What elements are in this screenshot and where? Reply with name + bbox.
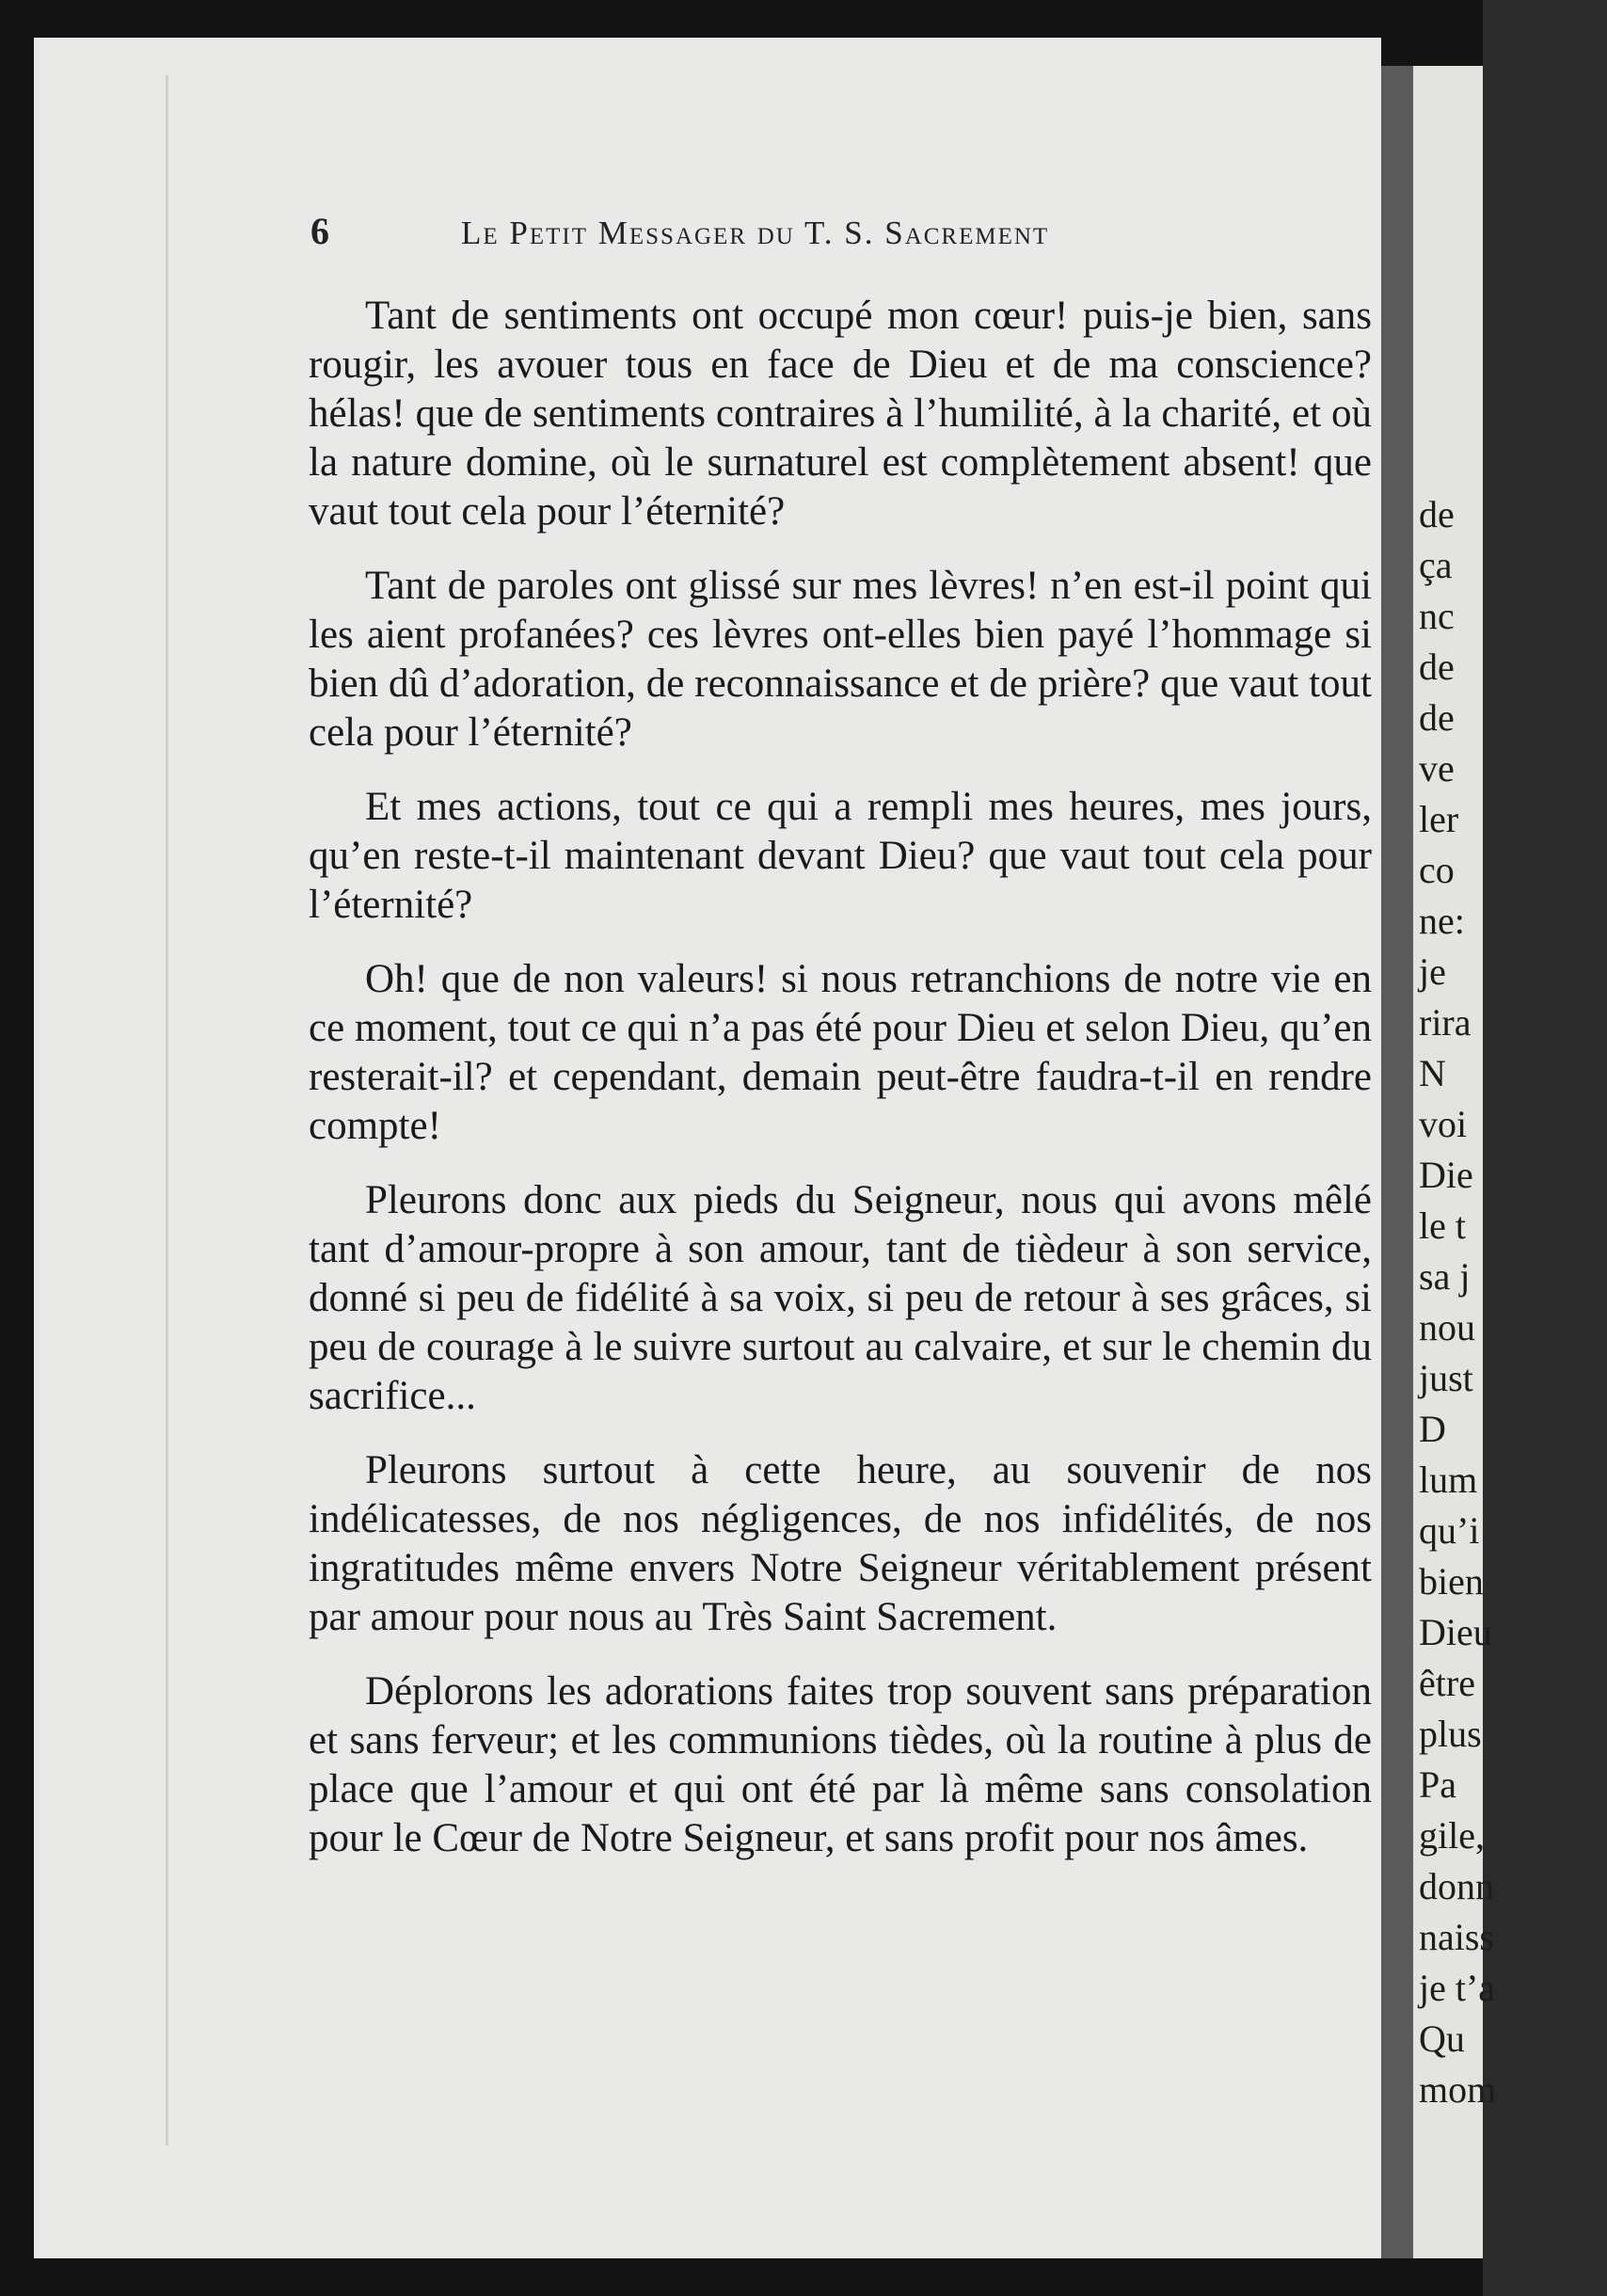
- paragraph: Tant de sentiments ont occupé mon cœur! puis-je bien, sans rougir, les avouer tous en face de Dieu et de ma conscience? hélas! que de sentiments contraires à l’humilité, à la charité, et où la nature domine, où le surnaturel est complètement absent! que vaut tout cela pour l’éternité?: [309, 294, 1372, 534]
- right-page-fragment: bien: [1419, 1560, 1484, 1602]
- right-page-fragment: co: [1419, 849, 1455, 891]
- running-title: Le Petit Messager du T. S. Sacrement: [461, 215, 1050, 251]
- page-header: [310, 209, 1251, 265]
- book-spine: [1381, 66, 1413, 2258]
- right-page-fragment: lum: [1419, 1459, 1478, 1501]
- paragraph: Et mes actions, tout ce qui a rempli mes heures, mes jours, qu’en reste-t-il maintenant devant Dieu? que vaut tout cela pour l’éternité?: [309, 785, 1372, 927]
- right-page-fragment: Dieu: [1419, 1611, 1492, 1653]
- right-page-fragment: de: [1419, 696, 1455, 739]
- right-page-fragment: ler: [1419, 798, 1459, 840]
- right-page-fragment: ne:: [1419, 900, 1465, 942]
- right-page-fragment: ça: [1419, 544, 1453, 586]
- right-page-fragment: donn: [1419, 1865, 1494, 1907]
- right-page-text: [1419, 489, 1607, 2115]
- right-page-fragment: sa j: [1419, 1255, 1471, 1298]
- margin-line: [166, 75, 168, 2145]
- right-page-fragment: plus: [1419, 1713, 1482, 1755]
- paragraph: Pleurons surtout à cette heure, au souvenir de nos indélicatesses, de nos négligences, de nos infidélités, de nos ingratitudes même envers Notre Seigneur véritablement présent par amour pour nous au Très Saint Sacrement.: [309, 1448, 1372, 1639]
- right-page-fragment: de: [1419, 646, 1455, 688]
- right-page: [1413, 66, 1497, 2258]
- right-page-fragment: qu’i: [1419, 1509, 1480, 1552]
- paragraph: Pleurons donc aux pieds du Seigneur, nous qui avons mêlé tant d’amour-propre à son amour, tant de tièdeur à son service, donné si peu de fidélité à sa voix, si peu de retour à ses grâces, si peu de courage à le suivre surtout au calvaire, et sur le chemin du sacrifice...: [309, 1178, 1372, 1418]
- right-page-fragment: mom: [1419, 2068, 1497, 2111]
- right-page-fragment: gile,: [1419, 1814, 1485, 1857]
- right-page-fragment: naiss: [1419, 1916, 1494, 1958]
- right-page-fragment: Qu: [1419, 2017, 1465, 2060]
- right-page-fragment: just: [1419, 1357, 1473, 1399]
- paragraph: Oh! que de non valeurs! si nous retranchions de notre vie en ce moment, tout ce qui n’a pas été pour Dieu et selon Dieu, qu’en resterait-il? et cependant, demain peut-être faudra-t-il en rendre compte!: [309, 957, 1372, 1148]
- right-page-fragment: N: [1419, 1052, 1446, 1094]
- right-page-fragment: Pa: [1419, 1763, 1456, 1806]
- right-page-fragment: Die: [1419, 1154, 1473, 1196]
- right-page-fragment: être: [1419, 1662, 1475, 1704]
- right-page-fragment: rira: [1419, 1001, 1472, 1044]
- right-page-fragment: voi: [1419, 1103, 1468, 1145]
- paragraph: Tant de paroles ont glissé sur mes lèvres! n’en est-il point qui les aient profanées? ces lèvres ont-elles bien payé l’hommage si bien dû d’adoration, de reconnaissance et de prière? que vaut tout cela pour l’éternité?: [309, 564, 1372, 755]
- right-page-fragment: je: [1419, 950, 1446, 993]
- right-page-fragment: de: [1419, 493, 1455, 535]
- right-page-fragment: je t’a: [1419, 1967, 1496, 2009]
- right-page-fragment: ve: [1419, 747, 1455, 789]
- paragraph: Déplorons les adorations faites trop souvent sans préparation et sans ferveur; et les communions tièdes, où la routine à plus de place que l’amour et qui ont été par là même sans consolation pour le Cœur de Notre Seigneur, et sans profit pour nos âmes.: [309, 1669, 1372, 1860]
- right-page-fragment: D: [1419, 1408, 1446, 1450]
- right-page-fragment: nou: [1419, 1306, 1475, 1348]
- right-page-fragment: le t: [1419, 1204, 1466, 1247]
- body-text: [309, 292, 1372, 1889]
- page-number: 6: [310, 210, 330, 252]
- right-page-fragment: nc: [1419, 595, 1455, 637]
